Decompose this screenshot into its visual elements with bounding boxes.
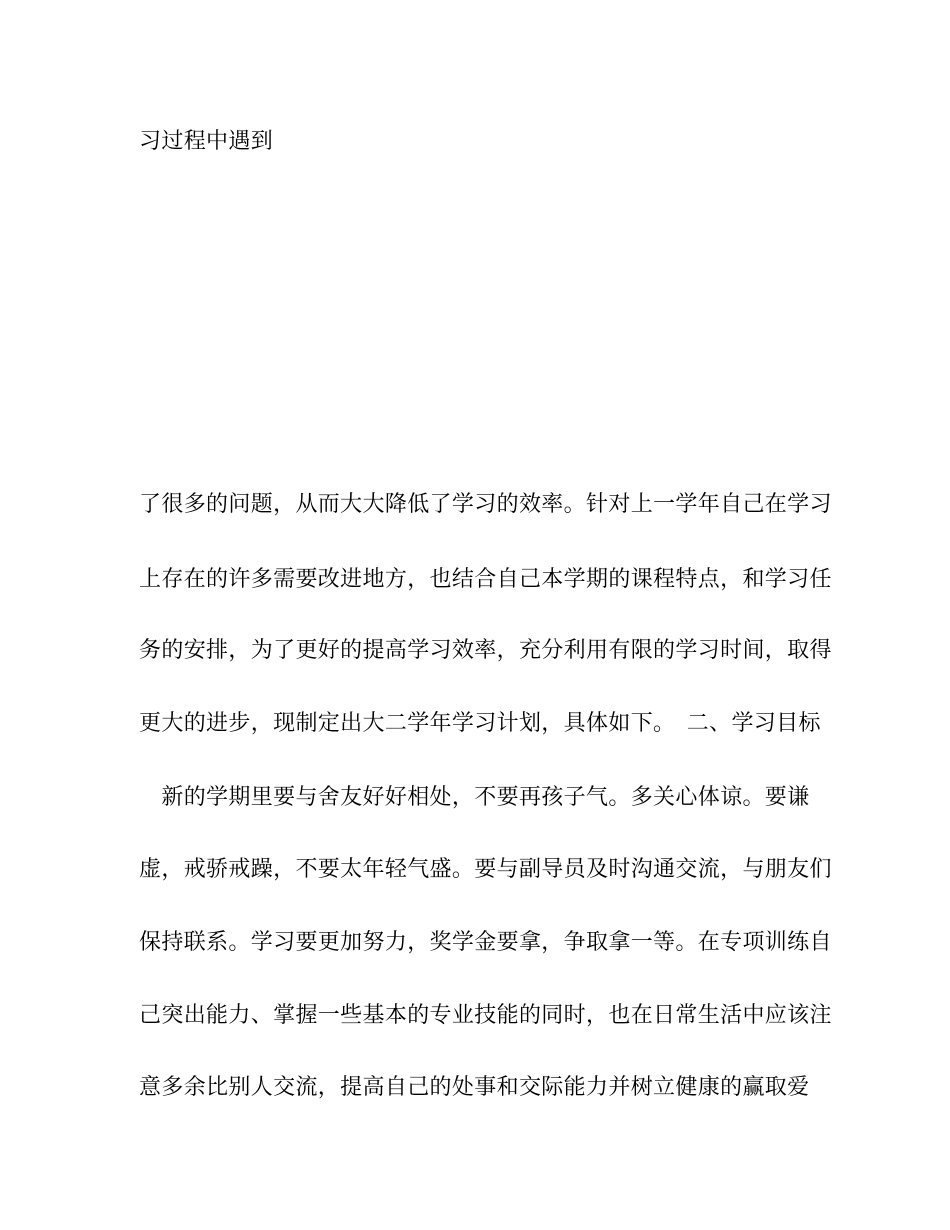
text-line-9: 己突出能力、掌握一些基本的专业技能的同时，也在日常生活中应该注 — [139, 1003, 832, 1028]
text-line-5: 更大的进步，现制定出大二学年学习计划，具体如下。 二、学习目标 — [139, 711, 821, 736]
text-line-1: 习过程中遇到 — [139, 129, 274, 154]
text-line-2: 了很多的问题，从而大大降低了学习的效率。针对上一学年自己在学习 — [139, 492, 832, 517]
text-line-4: 务的安排，为了更好的提高学习效率，充分利用有限的学习时间，取得 — [139, 638, 832, 663]
text-line-7: 虚，戒骄戒躁，不要太年轻气盛。要与副导员及时沟通交流，与朋友们 — [139, 857, 832, 882]
text-line-10: 意多余比别人交流，提高自己的处事和交际能力并树立健康的赢取爱 — [139, 1075, 810, 1100]
text-line-3: 上存在的许多需要改进地方，也结合自己本学期的课程特点，和学习任 — [139, 567, 832, 592]
text-line-8: 保持联系。学习要更加努力，奖学金要拿，争取拿一等。在专项训练自 — [139, 930, 832, 955]
text-line-6: 新的学期里要与舍友好好相处，不要再孩子气。多关心体谅。要谦 — [139, 785, 810, 810]
